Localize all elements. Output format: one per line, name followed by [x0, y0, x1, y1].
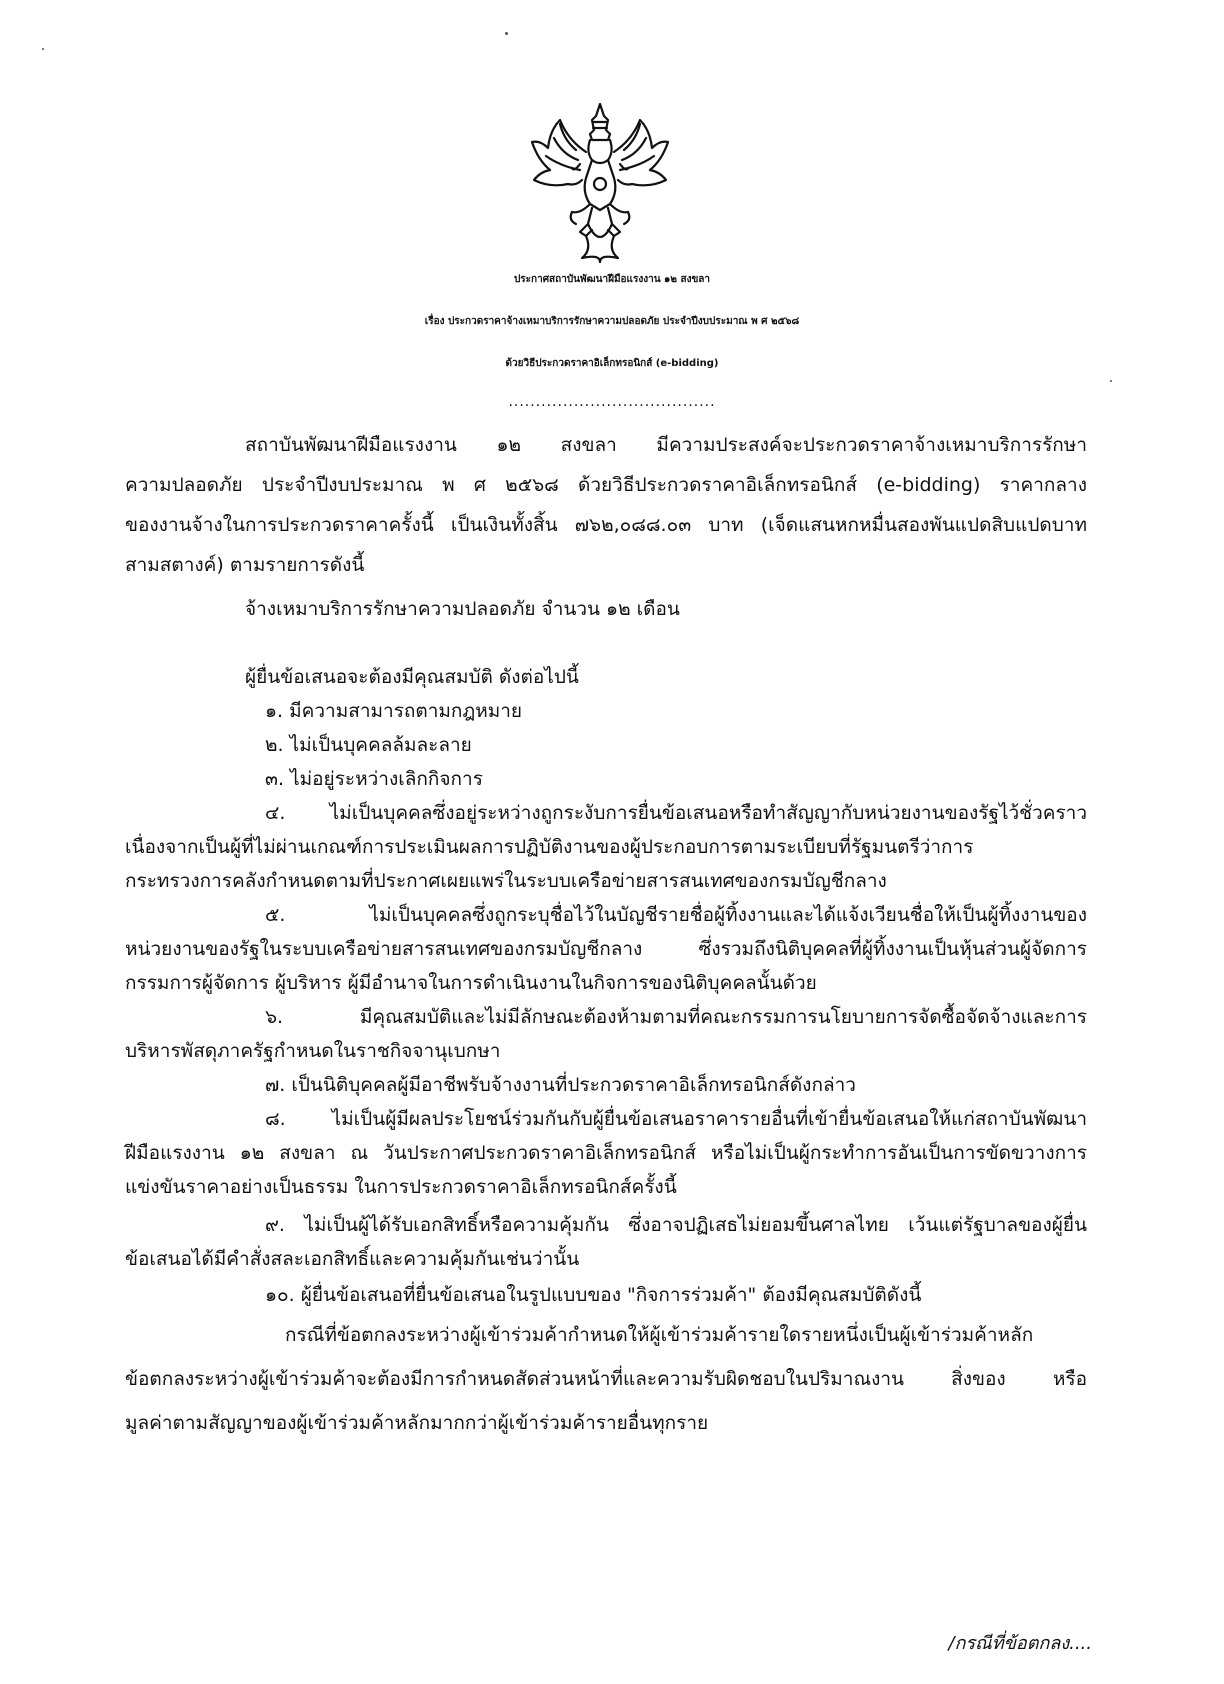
intro-line: ของงานจ้างในการประกวดราคาครั้งนี้ เป็นเงินทั้งสิ้น ๗๖๒,๐๘๘.๐๓ บาท (เจ็ดแสนหกหมื่นสองพันแปดสิบแปดบาท	[125, 514, 1087, 536]
qualification-8: ๘. ไม่เป็นผู้มีผลประโยชน์ร่วมกันกับผู้ยื่นข้อเสนอราคารายอื่นที่เข้ายื่นข้อเสนอให้แก่สถาบันพัฒนา	[265, 1108, 1087, 1130]
joint-venture-detail-cont: ข้อตกลงระหว่างผู้เข้าร่วมค้าจะต้องมีการกำหนดสัดส่วนหน้าที่และความรับผิดชอบในปริมาณงาน สิ่งของ หรือ	[125, 1368, 1087, 1390]
scan-speck	[505, 32, 508, 35]
announcement-method: ด้วยวิธีประกวดราคาอิเล็กทรอนิกส์ (e-bidding)	[505, 358, 719, 369]
intro-line: สามสตางค์) ตามรายการดังนี้	[125, 554, 365, 576]
scan-speck	[1110, 380, 1112, 382]
continuation-note: /กรณีที่ข้อตกลง....	[948, 1633, 1092, 1654]
qualification-6-cont: บริหารพัสดุภาครัฐกำหนดในราชกิจจานุเบกษา	[125, 1040, 501, 1062]
qualification-5: ๕. ไม่เป็นบุคคลซึ่งถูกระบุชื่อไว้ในบัญชีรายชื่อผู้ทิ้งงานและได้แจ้งเวียนชื่อให้เป็นผู้ทิ้งงานของ	[265, 904, 1087, 926]
announcement-title: ประกาศสถาบันพัฒนาฝีมือแรงงาน ๑๒ สงขลา	[513, 274, 711, 285]
qualification-9: ๙. ไม่เป็นผู้ได้รับเอกสิทธิ์หรือความคุ้มกัน ซึ่งอาจปฏิเสธไม่ยอมขึ้นศาลไทย เว้นแต่รัฐบาลของผู้ยื่น	[265, 1214, 1087, 1236]
qualification-4: ๔. ไม่เป็นบุคคลซึ่งอยู่ระหว่างถูกระงับการยื่นข้อเสนอหรือทำสัญญากับหน่วยงานของรัฐไว้ชั่วคราว	[265, 802, 1087, 824]
garuda-emblem-icon	[520, 100, 680, 265]
qualification-10: ๑๐. ผู้ยื่นข้อเสนอที่ยื่นข้อเสนอในรูปแบบของ "กิจการร่วมค้า" ต้องมีคุณสมบัติดังนี้	[265, 1284, 922, 1306]
qualification-8-cont: แข่งขันราคาอย่างเป็นธรรม ในการประกวดราคาอิเล็กทรอนิกส์ครั้งนี้	[125, 1176, 677, 1198]
qualification-9-cont: ข้อเสนอได้มีคำสั่งสละเอกสิทธิ์และความคุ้มกันเช่นว่านั้น	[125, 1248, 580, 1270]
qualification-4-cont: เนื่องจากเป็นผู้ที่ไม่ผ่านเกณฑ์การประเมินผลการปฏิบัติงานของผู้ประกอบการตามระเบียบที่รัฐมนตรีว่าการ	[125, 836, 974, 858]
scan-speck	[42, 48, 44, 50]
qualification-1: ๑. มีความสามารถตามกฎหมาย	[265, 700, 523, 722]
qualification-3: ๓. ไม่อยู่ระหว่างเลิกกิจการ	[265, 768, 483, 790]
qualifications-heading: ผู้ยื่นข้อเสนอจะต้องมีคุณสมบัติ ดังต่อไปนี้	[245, 666, 579, 688]
qualification-4-cont: กระทรวงการคลังกำหนดตามที่ประกาศเผยแพร่ในระบบเครือข่ายสารสนเทศของกรมบัญชีกลาง	[125, 870, 887, 892]
intro-line: สถาบันพัฒนาฝีมือแรงงาน ๑๒ สงขลา มีความประสงค์จะประกวดราคาจ้างเหมาบริการรักษา	[245, 434, 1087, 456]
qualification-6: ๖. มีคุณสมบัติและไม่มีลักษณะต้องห้ามตามที่คณะกรรมการนโยบายการจัดซื้อจัดจ้างและการ	[265, 1006, 1087, 1028]
qualification-5-cont: กรรมการผู้จัดการ ผู้บริหาร ผู้มีอำนาจในการดำเนินงานในกิจการของนิติบุคคลนั้นด้วย	[125, 972, 817, 994]
qualification-8-cont: ฝีมือแรงงาน ๑๒ สงขลา ณ วันประกาศประกวดราคาอิเล็กทรอนิกส์ หรือไม่เป็นผู้กระทำการอันเป็นการขัดขวางการ	[125, 1142, 1087, 1164]
joint-venture-detail: กรณีที่ข้อตกลงระหว่างผู้เข้าร่วมค้ากำหนดให้ผู้เข้าร่วมค้ารายใดรายหนึ่งเป็นผู้เข้าร่วมค้าหลัก	[285, 1324, 1034, 1346]
joint-venture-detail-cont: มูลค่าตามสัญญาของผู้เข้าร่วมค้าหลักมากกว่าผู้เข้าร่วมค้ารายอื่นทุกราย	[125, 1412, 709, 1434]
qualification-2: ๒. ไม่เป็นบุคคลล้มละลาย	[265, 734, 472, 756]
qualification-5-cont: หน่วยงานของรัฐในระบบเครือข่ายสารสนเทศของกรมบัญชีกลาง ซึ่งรวมถึงนิติบุคคลที่ผู้ทิ้งงานเป็นหุ้นส่วนผู้จัดการ	[125, 938, 1087, 960]
heading-separator: ......................................	[508, 394, 716, 410]
announcement-subject: เรื่อง ประกวดราคาจ้างเหมาบริการรักษาความปลอดภัย ประจำปีงบประมาณ พ ศ ๒๕๖๘	[424, 316, 800, 327]
procurement-item: จ้างเหมาบริการรักษาความปลอดภัย จำนวน ๑๒ เดือน	[245, 598, 680, 620]
intro-line: ความปลอดภัย ประจำปีงบประมาณ พ ศ ๒๕๖๘ ด้วยวิธีประกวดราคาอิเล็กทรอนิกส์ (e-bidding) ราคากลาง	[125, 474, 1087, 496]
qualification-7: ๗. เป็นนิติบุคคลผู้มีอาชีพรับจ้างงานที่ประกวดราคาอิเล็กทรอนิกส์ดังกล่าว	[265, 1074, 856, 1096]
